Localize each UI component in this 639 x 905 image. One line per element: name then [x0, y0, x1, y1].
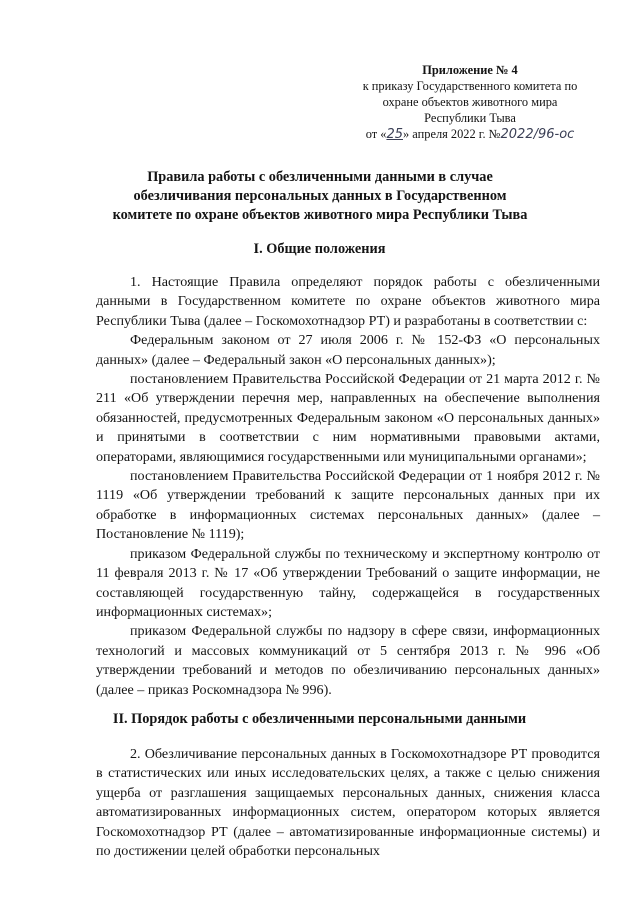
paragraph: 2. Обезличивание персональных данных в Госкомохотнадзоре РТ проводится в статистических или иных исследовательских целях, а также с целью снижения ущерба от разглашения защищаемых персональных данных, снижения класса автоматизированных информационных систем, оператором которых является Госкомохотнадзор РТ (далее – автоматизированные информационные системы) и по достижении целей обработки персональных — [96, 746, 600, 860]
paragraph: постановлением Правительства Российской Федерации от 1 ноября 2012 г. № 1119 «Об утверждении требований к защите персональных данных при их обработке в информационных системах персональных данных» (далее – Постановление № 1119); — [96, 468, 600, 543]
attachment-number: Приложение № 4 — [422, 63, 518, 77]
attachment-line-3: Республики Тыва — [424, 111, 516, 125]
date-prefix: от « — [365, 127, 387, 141]
attachment-line-2: охране объектов животного мира — [382, 95, 558, 109]
attachment-line-1: к приказу Государственного комитета по — [362, 79, 578, 93]
paragraph: Федеральным законом от 27 июля 2006 г. № 152-ФЗ «О персональных данных» (далее – Федеральный закон «О персональных данных»); — [96, 332, 600, 368]
handwritten-order-number: 2022/96-ос — [500, 127, 575, 142]
paragraph: приказом Федеральной службы по надзору в сфере связи, информационных технологий и массовых коммуникаций от 5 сентября 2013 г. № 996 «Об утверждении требований и методов по обезличиванию персональных данных» (далее – приказ Роскомнадзора № 996). — [96, 623, 600, 698]
section-2-body — [96, 745, 600, 861]
paragraph: постановлением Правительства Российской Федерации от 21 марта 2012 г. № 211 «Об утверждении перечня мер, направленных на обеспечение выполнения обязанностей, предусмотренных Федеральным законом «О персональных данных» и принятыми в соответствии с ним нормативными правовыми актами, операторами, являющимися государственными или муниципальными органами»; — [96, 371, 600, 465]
section-1-heading: I. Общие положения — [253, 241, 386, 257]
document-title: Правила работы с обезличенными данными в случае обезличивания персональных данных в Государственном комитете по охране объектов животного мира Республики Тыва — [112, 169, 528, 223]
attachment-block — [344, 62, 596, 143]
section-2-heading: II. Порядок работы с обезличенными персональными данными — [112, 711, 527, 727]
paragraph: приказом Федеральной службы по техническому и экспертному контролю от 11 февраля 2013 г. № 17 «Об утверждении Требований о защите информации, не составляющей государственную тайну, содержащейся в государственных информационных системах»; — [96, 545, 600, 620]
handwritten-day: 25 — [386, 127, 403, 142]
date-mid: » апреля 2022 г. № — [402, 127, 501, 141]
paragraph: 1. Настоящие Правила определяют порядок работы с обезличенными данными в Государственном комитете по охране объектов животного мира Республики Тыва (далее – Госкомохотнадзор РТ) и разработаны в соответствии с: — [96, 274, 600, 329]
section-1-body — [96, 273, 600, 700]
attachment-date-line — [344, 126, 596, 143]
